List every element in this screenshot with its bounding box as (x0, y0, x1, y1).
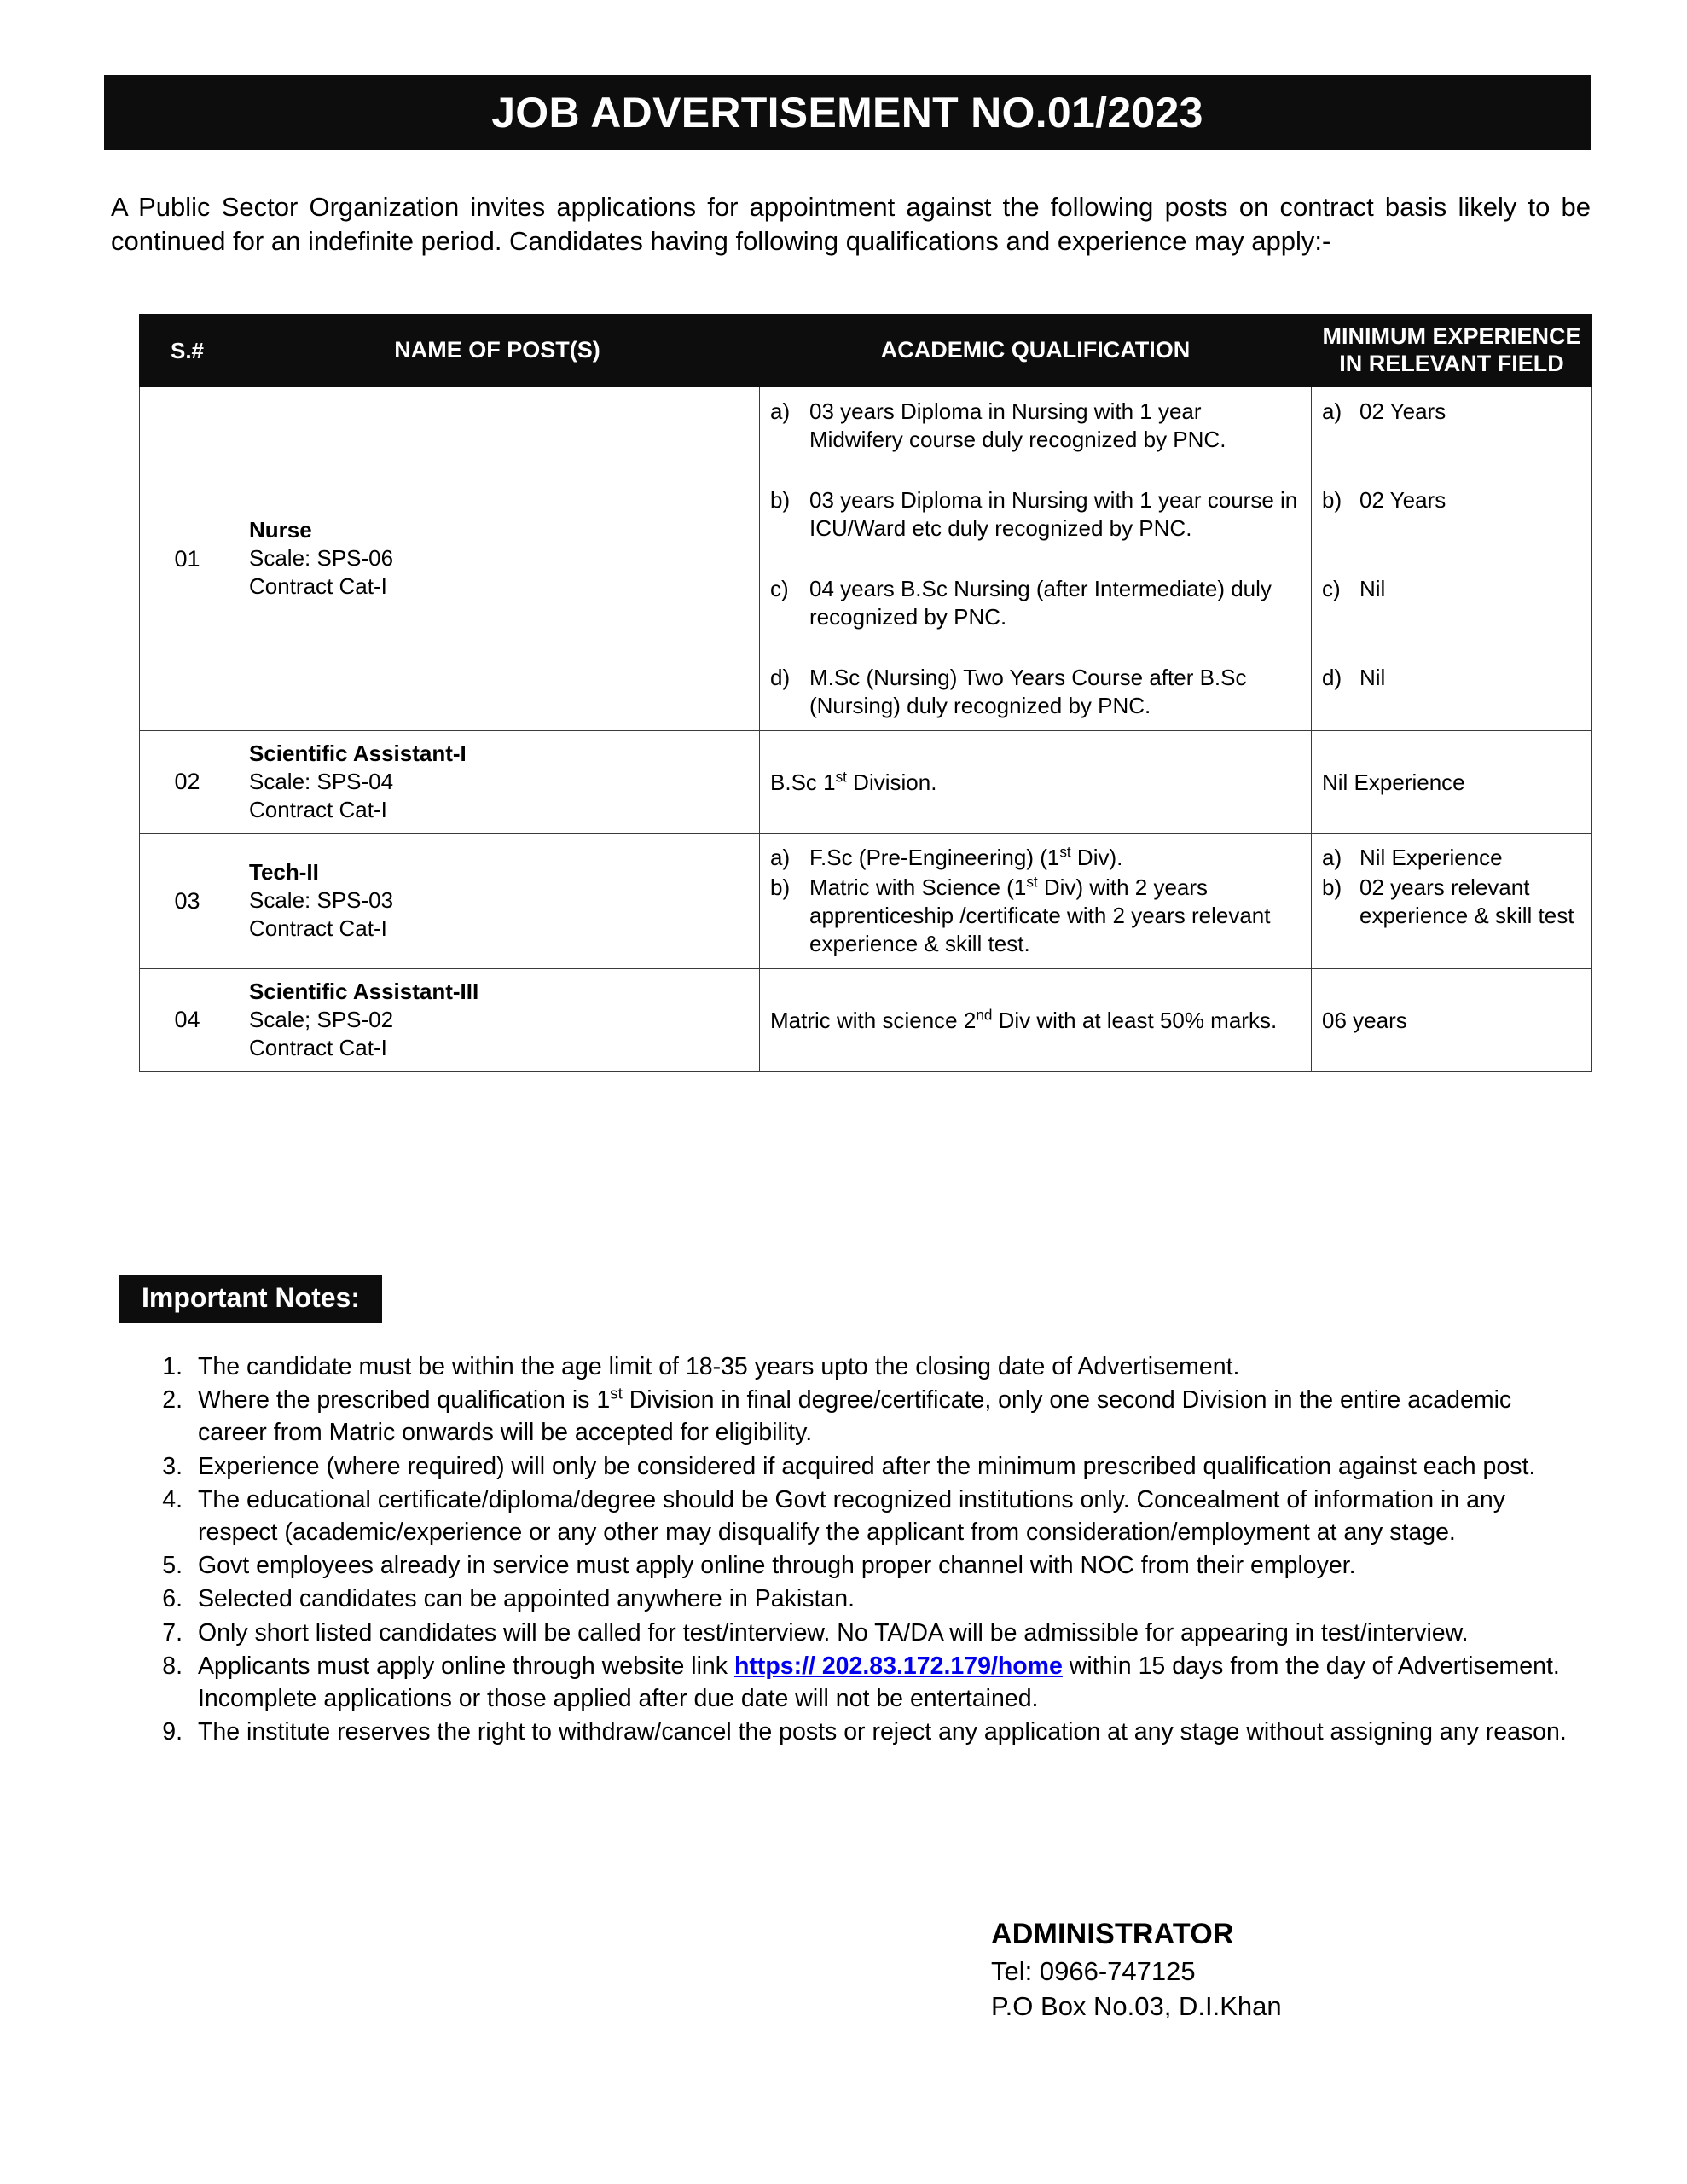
item-text: Govt employees already in service must apply online through proper channel with NOC from their employer. (198, 1552, 1356, 1580)
list-item (1322, 575, 1581, 662)
item-text: 04 years B.Sc Nursing (after Intermediate) duly recognized by PNC. (809, 575, 1272, 630)
item-number (152, 1384, 198, 1449)
item-marker: b) (770, 874, 791, 900)
experience-list (1322, 398, 1581, 692)
post-scale: Scale: SPS-06 (249, 545, 394, 572)
item-text-post: Div). (1070, 844, 1123, 870)
item-marker: d) (770, 664, 791, 690)
column-header-experience: MINIMUM EXPERIENCE IN RELEVANT FIELD (1312, 315, 1592, 387)
list-item (770, 874, 1301, 958)
item-marker: a) (770, 844, 791, 870)
item-text (809, 844, 1301, 872)
row-post-details (235, 386, 760, 730)
item-text: Nil Experience (1359, 844, 1503, 870)
item-number (152, 1450, 198, 1483)
table-header-row (140, 315, 1592, 387)
item-text: M.Sc (Nursing) Two Years Course after B.Sc (Nursing) duly recognized by PNC. (809, 664, 1247, 718)
item-number (152, 1484, 198, 1548)
row-serial: 02 (140, 730, 235, 833)
post-contract-category: Contract Cat-I (249, 573, 387, 600)
ordinal-suffix: nd (976, 1006, 993, 1024)
list-item (152, 1716, 1585, 1748)
item-marker: d) (1322, 664, 1342, 690)
contact-po-box: P.O Box No.03, D.I.Khan (991, 1991, 1282, 2022)
item-marker: b) (1322, 874, 1342, 900)
list-item (1322, 844, 1581, 872)
item-text: 02 Years (1359, 398, 1446, 424)
item-marker: a) (770, 398, 791, 424)
experience-list (1322, 844, 1581, 930)
item-text: Nil (1359, 575, 1386, 601)
ordinal-suffix: st (1059, 843, 1071, 861)
contact-telephone: Tel: 0966-747125 (991, 1956, 1196, 1987)
important-notes-section (152, 1350, 1585, 1749)
item-marker: a) (1322, 398, 1342, 424)
ordinal-suffix: st (1026, 873, 1038, 891)
item-text: Experience (where required) will only be considered if acquired after the minimum prescribed qualification against each post. (198, 1452, 1536, 1480)
qualification-list (770, 398, 1301, 720)
list-item (770, 575, 1301, 662)
post-name: Tech-II (249, 859, 319, 886)
item-text-pre: Matric with Science (1 (809, 874, 1027, 900)
post-contract-category: Contract Cat-I (249, 915, 387, 942)
item-number (152, 1716, 198, 1748)
row-experience (1312, 386, 1592, 730)
item-text: The educational certificate/diploma/degree should be Govt recognized institutions only. Concealment of information in any respect (academic/experience or any other may disqualify the applicant from consideration/employment at any stage. (198, 1485, 1506, 1546)
post-contract-category: Contract Cat-I (249, 796, 387, 822)
list-item (770, 664, 1301, 720)
ordinal-suffix: st (835, 768, 847, 786)
post-scale: Scale: SPS-04 (249, 768, 394, 794)
list-item (1322, 664, 1581, 692)
column-header-post: NAME OF POST(S) (235, 315, 760, 387)
notes-list (152, 1350, 1585, 1748)
item-marker: c) (1322, 575, 1341, 601)
list-item (152, 1549, 1585, 1582)
list-item (152, 1484, 1585, 1548)
row-qualification (760, 833, 1312, 968)
important-notes-heading: Important Notes: (119, 1275, 382, 1323)
item-text-post: Division in final degree/certificate, only one second Division in the entire academic career from Matric onwards will be accepted for eligibility. (198, 1386, 1512, 1447)
post-scale: Scale: SPS-03 (249, 887, 394, 914)
row-serial: 04 (140, 968, 235, 1071)
post-name: Scientific Assistant-III (249, 978, 479, 1004)
list-item (770, 486, 1301, 573)
table-row (140, 386, 1592, 730)
ordinal-suffix: st (610, 1384, 623, 1403)
qualification-text-post: Div with at least 50% marks. (992, 1007, 1278, 1033)
item-number (152, 1350, 198, 1383)
row-serial: 03 (140, 833, 235, 968)
table-row (140, 968, 1592, 1071)
item-number (152, 1583, 198, 1615)
row-qualification (760, 386, 1312, 730)
item-marker: b) (1322, 486, 1342, 513)
item-marker: a) (1322, 844, 1342, 870)
item-text: Nil (1359, 664, 1386, 690)
item-number (152, 1549, 198, 1582)
column-header-qualification: ACADEMIC QUALIFICATION (760, 315, 1312, 387)
row-qualification (760, 730, 1312, 833)
administrator-title: ADMINISTRATOR (991, 1918, 1234, 1950)
list-item (152, 1350, 1585, 1383)
post-contract-category: Contract Cat-I (249, 1034, 387, 1060)
item-number (152, 1617, 198, 1649)
item-text (198, 1650, 1585, 1715)
item-text: The institute reserves the right to withdraw/cancel the posts or reject any application at any stage without assigning any reason. (198, 1718, 1567, 1746)
item-text-post: within 15 days from the day of Advertisement. Incomplete applications or those applied after due date will not be entertained. (198, 1652, 1560, 1712)
list-item (152, 1384, 1585, 1449)
list-item (152, 1617, 1585, 1649)
list-item (1322, 486, 1581, 573)
list-item (1322, 874, 1581, 930)
page-title-banner (104, 75, 1591, 150)
qualification-list (770, 844, 1301, 958)
table-row (140, 730, 1592, 833)
signature-block (991, 1915, 1282, 2024)
item-number (152, 1650, 198, 1715)
item-text: 02 years relevant experience & skill test (1359, 874, 1574, 928)
application-website-link[interactable]: https:// 202.83.172.179/home (733, 1652, 1063, 1680)
post-name: Scientific Assistant-I (249, 740, 467, 766)
item-text: Only short listed candidates will be called for test/interview. No TA/DA will be admissible for appearing in test/interview. (198, 1618, 1469, 1647)
list-item (152, 1450, 1585, 1483)
post-scale: Scale; SPS-02 (249, 1006, 394, 1032)
row-experience: Nil Experience (1312, 730, 1592, 833)
item-text-pre: F.Sc (Pre-Engineering) (1 (809, 844, 1060, 870)
item-text: 03 years Diploma in Nursing with 1 year Midwifery course duly recognized by PNC. (809, 398, 1226, 452)
posts-table (139, 314, 1592, 1072)
qualification-text-pre: Matric with science 2 (770, 1007, 977, 1033)
item-text (198, 1384, 1585, 1449)
column-header-serial: S.# (140, 315, 235, 387)
item-text: 02 Years (1359, 486, 1446, 513)
item-text: Selected candidates can be appointed anywhere in Pakistan. (198, 1585, 855, 1613)
item-marker: b) (770, 486, 791, 513)
row-experience: 06 years (1312, 968, 1592, 1071)
item-text (809, 874, 1301, 958)
item-text: The candidate must be within the age limit of 18-35 years upto the closing date of Advertisement. (198, 1353, 1240, 1380)
list-item (1322, 398, 1581, 485)
list-item (152, 1650, 1585, 1715)
row-post-details (235, 833, 760, 968)
item-text-pre: Where the prescribed qualification is 1 (198, 1386, 611, 1414)
row-post-details (235, 730, 760, 833)
row-serial: 01 (140, 386, 235, 730)
list-item (152, 1583, 1585, 1615)
item-text: 03 years Diploma in Nursing with 1 year course in ICU/Ward etc duly recognized by PNC. (809, 486, 1298, 541)
row-experience (1312, 833, 1592, 968)
list-item (770, 844, 1301, 872)
row-post-details (235, 968, 760, 1071)
item-text-pre: Applicants must apply online through website link (198, 1652, 734, 1680)
page-title: JOB ADVERTISEMENT NO.01/2023 (491, 89, 1203, 136)
post-name: Nurse (249, 517, 312, 543)
row-qualification (760, 968, 1312, 1071)
table-row (140, 833, 1592, 968)
item-text-post: Div) with 2 years apprenticeship /certificate with 2 years relevant experience & skill test. (809, 874, 1271, 956)
qualification-text-pre: B.Sc 1 (770, 769, 836, 795)
item-marker: c) (770, 575, 789, 601)
intro-paragraph: A Public Sector Organization invites applications for appointment against the following posts on contract basis likely to be continued for an indefinite period. Candidates having following qualifications and experience may apply:- (111, 192, 1591, 257)
qualification-text-post: Division. (846, 769, 937, 795)
list-item (770, 398, 1301, 485)
